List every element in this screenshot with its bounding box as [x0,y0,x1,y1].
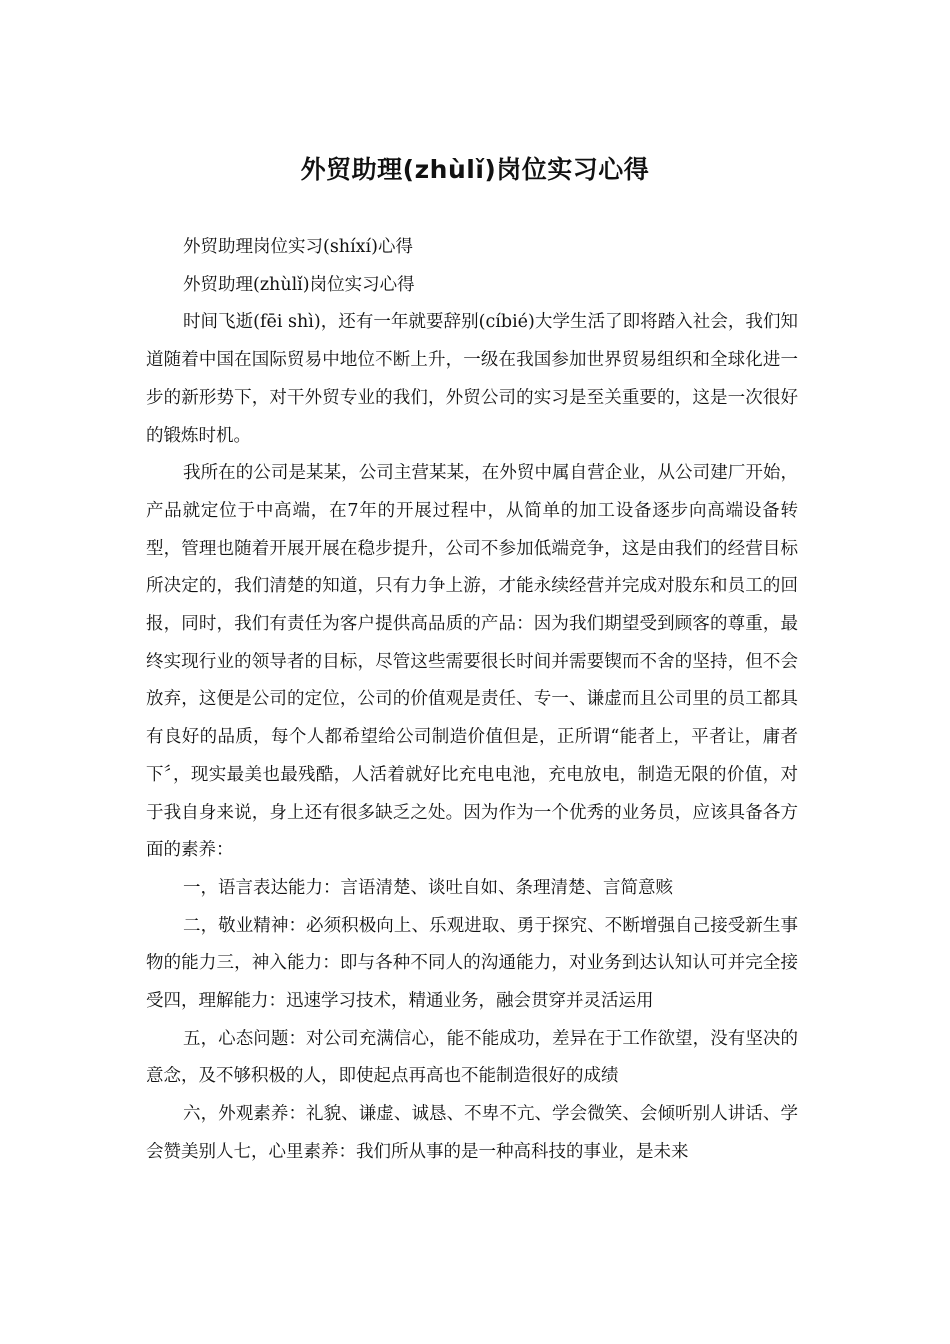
paragraph-item-1: 一，语言表达能力：言语清楚、谈吐自如、条理清楚、言简意赅 [183,877,673,898]
paragraph-item-6: 六，外观素养：礼貌、谦虚、诚恳、不卑不亢、学会微笑、会倾听别人讲话、学会赞美别人七，心里素养：我们所从事的是一种高科技的事业，是未来 [146,1104,798,1162]
paragraph-company: 我所在的公司是某某，公司主营某某，在外贸中属自营企业，从公司建厂开始，产品就定位于中高端，在7年的开展过程中，从简单的加工设备逐步向高端设备转型，管理也随着开展开展在稳步提升，公司不参加低端竞争，这是由我们的经营目标所决定的，我们清楚的知道，只有力争上游，才能永续经营并完成对股东和员工的回报，同时，我们有责任为客户提供高品质的产品：因为我们期望受到顾客的尊重，最终实现行业的领导者的目标，尽管这些需要很长时间并需要锲而不舍的坚持，但不会放弃，这便是公司的定位，公司的价值观是责任、专一、谦虚而且公司里的员工都具有良好的品质，每个人都希望给公司制造价值但是，正所谓“能者上，平者让，庸者下〞，现实最美也最残酷，人活着就好比充电电池，充电放电，制造无限的价值，对于我自身来说，身上还有很多缺乏之处。因为作为一个优秀的业务员，应该具备各方面的素养： [146,463,798,861]
document-body [146,229,798,1172]
paragraph-intro: 时间飞逝(fēi shì)，还有一年就要辞别(cíbié)大学生活了即将踏入社会，我们知道随着中国在国际贸易中地位不断上升，一级在我国参加世界贸易组织和全球化进一步的新形势下，对干外贸专业的我们，外贸公司的实习是至关重要的，这是一次很好的锻炼时机。 [146,312,798,446]
paragraph-subtitle-1: 外贸助理岗位实习(shíxí)心得 [183,237,413,257]
document-title: 外贸助理(zhùlǐ)岗位实习心得 [300,155,650,184]
paragraph-subtitle-2: 外贸助理(zhùlǐ)岗位实习心得 [183,274,415,295]
paragraph-item-5: 五，心态问题：对公司充满信心，能不能成功，差异在于工作欲望，没有坚决的意念，及不够积极的人，即使起点再高也不能制造很好的成绩 [146,1028,798,1087]
paragraph-item-2: 二，敬业精神：必须积极向上、乐观进取、勇于探究、不断增强自己接受新生事物的能力三，神入能力：即与各种不同人的沟通能力，对业务到达认知认可并完全接受四，理解能力：迅速学习技术，精通业务，融会贯穿并灵活运用 [146,915,798,1012]
